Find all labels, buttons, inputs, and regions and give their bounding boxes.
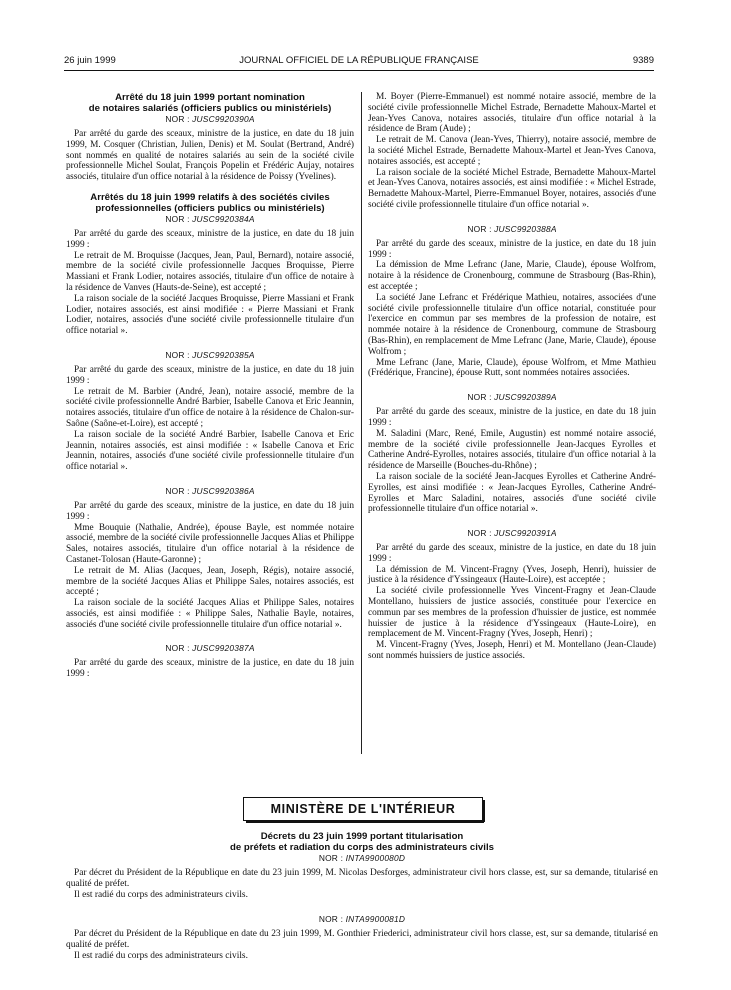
nor-reference: NOR : JUSC9920385A bbox=[165, 349, 255, 360]
page-header bbox=[64, 55, 654, 69]
paragraph: Par arrêté du garde des sceaux, ministre de la justice, en date du 18 juin 1999, M. Cosquer (Christian, Julien, Denis) et M. Soulat (Bertrand, André) sont nommés en qualité de notaires salariés au sein de la société civile professionnelle Michel Soulat, François Popelin et Frédéric Aujay, notaires associés, titulaire d'un office notarial à la résidence de Poissy (Yvelines). bbox=[66, 129, 354, 183]
nor-reference: NOR : JUSC9920389A bbox=[467, 392, 557, 403]
paragraph: M. Saladini (Marc, René, Emile, Augustin) est nommé notaire associé, membre de la société civile professionnelle Jean-Jacques Eyrolles et Catherine André-Eyrolles, notaires associés, titulaire d'un office notarial à la résidence de Marseille (Bouches-du-Rhône) ; bbox=[368, 428, 656, 472]
nor-reference: NOR : INTA9900081D bbox=[318, 914, 406, 924]
paragraph: Par arrêté du garde des sceaux, ministre de la justice, en date du 18 juin 1999 : bbox=[66, 500, 354, 522]
paragraph: La raison sociale de la société André Barbier, Isabelle Canova et Eric Jeannin, notaires associés, est ainsi modifiée : « Isabelle Canova et Eric Jeannin, notaires, associés d'une société civile professionnelle titulaire d'un office notarial ». bbox=[66, 429, 354, 473]
paragraph: Par arrêté du garde des sceaux, ministre de la justice, en date du 18 juin 1999 : bbox=[66, 364, 354, 386]
paragraph: La raison sociale de la société Michel Estrade, Bernadette Mahoux-Martel et Jean-Yves Canova, notaires associés, est ainsi modifiée : « Michel Estrade, Bernadette Mahoux-Martel, Pierre-Emmanuel Boyer, notaires, associés d'une société civile professionnelle titulaire d'un office notarial ». bbox=[368, 167, 656, 210]
paragraph: Le retrait de M. Barbier (André, Jean), notaire associé, membre de la société civile professionnelle André Barbier, Isabelle Canova et Eric Jeannin, notaires associés, titulaire d'un office de notaire à la résidence de Chalon-sur-Saône (Saône-et-Loire), est accepté ; bbox=[66, 386, 354, 429]
right-column bbox=[368, 92, 656, 662]
paragraph: Il est radié du corps des administrateurs civils. bbox=[74, 951, 248, 961]
paragraph: Le retrait de M. Broquisse (Jacques, Jean, Paul, Bernard), notaire associé, membre de la société civile professionnelle Jacques Broquisse, Pierre Massiani et Frank Lodier, notaires associés, titulaire d'un office de notaire à la résidence de Vanves (Hauts-de-Seine), est accepté ; bbox=[66, 250, 354, 293]
paragraph: La société civile professionnelle Yves Vincent-Fragny et Jean-Claude Montellano, huissiers de justice associés, constituée pour l'exercice en commun par ses membres de la profession d'huissier de justice, est nommée huissier de justice à la résidence d'Yssingeaux (Haute-Loire), en remplacement de M. Vincent-Fragny (Yves, Joseph, Henri) ; bbox=[368, 586, 656, 640]
header-page-number: 9389 bbox=[632, 55, 654, 66]
paragraph: Le retrait de M. Canova (Jean-Yves, Thierry), notaire associé, membre de la société Michel Estrade, Bernadette Mahoux-Martel et Jean-Yves Canova, notaires associés, est accepté ; bbox=[368, 135, 656, 167]
article-title: de notaires salariés (officiers publics ou ministériels) bbox=[88, 103, 332, 114]
paragraph: La raison sociale de la société Jacques Alias et Philippe Sales, notaires associés, est ainsi modifiée : « Philippe Sales, Nathalie Bayle, notaires, associés d'une société civile professionnelle titulaire d'un office notarial ». bbox=[66, 598, 354, 630]
paragraph: La société Jane Lefranc et Frédérique Mathieu, notaires, associées d'une société civile professionnelle titulaire d'un office notarial, constituée pour l'exercice en commun par ses membres de la profession de notaire, est nommée notaire à la résidence de Cronenbourg, commune de Strasbourg (Bas-Rhin), en remplacement de Mme Lefranc (Jane, Marie, Claude), épouse Wolfrom ; bbox=[368, 292, 656, 357]
paragraph: Il est radié du corps des administrateurs civils. bbox=[74, 890, 248, 900]
paragraph: Par arrêté du garde des sceaux, ministre de la justice, en date du 18 juin 1999 : bbox=[66, 658, 354, 680]
paragraph: M. Boyer (Pierre-Emmanuel) est nommé notaire associé, membre de la société civile professionnelle Michel Estrade, Bernadette Mahoux-Martel et Jean-Yves Canova, notaires associés, titulaire d'un office notarial à la résidence de Bram (Aude) ; bbox=[368, 92, 656, 135]
article-title: Décrets du 23 juin 1999 portant titularisation bbox=[260, 831, 464, 842]
nor-reference: NOR : JUSC9920388A bbox=[467, 223, 557, 234]
nor-reference: NOR : JUSC9920387A bbox=[165, 643, 255, 654]
nor-reference: NOR : JUSC9920390A bbox=[165, 114, 255, 124]
nor-reference: NOR : JUSC9920384A bbox=[165, 213, 255, 224]
nor-reference: NOR : JUSC9920386A bbox=[165, 485, 255, 496]
article-title: de préfets et radiation du corps des administrateurs civils bbox=[230, 842, 494, 853]
ministry-heading bbox=[243, 797, 483, 821]
paragraph: La raison sociale de la société Jacques Broquisse, Pierre Massiani et Frank Lodier, notaires associés, est ainsi modifiée : « Pierre Massiani et Frank Lodier, notaires, associés d'une société civile professionnelle titulaire d'un office notarial ». bbox=[66, 293, 354, 337]
column-divider bbox=[361, 92, 362, 754]
paragraph: Par arrêté du garde des sceaux, ministre de la justice, en date du 18 juin 1999 : bbox=[368, 238, 656, 260]
paragraph: Par arrêté du garde des sceaux, ministre de la justice, en date du 18 juin 1999 : bbox=[368, 407, 656, 428]
article-title: professionnelles (officiers publics ou ministériels) bbox=[95, 202, 325, 214]
nor-reference: NOR : INTA9900080D bbox=[318, 853, 406, 863]
nor-reference: NOR : JUSC9920391A bbox=[467, 528, 557, 539]
header-journal-title: JOURNAL OFFICIEL DE LA RÉPUBLIQUE FRANÇAISE bbox=[239, 55, 479, 66]
article-title: Arrêté du 18 juin 1999 portant nomination bbox=[115, 92, 305, 103]
paragraph: M. Vincent-Fragny (Yves, Joseph, Henri) et M. Montellano (Jean-Claude) sont nommés huissiers de justice associés. bbox=[368, 640, 656, 662]
left-column bbox=[66, 92, 354, 680]
paragraph: Par arrêté du garde des sceaux, ministre de la justice, en date du 18 juin 1999 : bbox=[368, 543, 656, 564]
paragraph: Mme Bouquie (Nathalie, Andrée), épouse Bayle, est nommée notaire associé, membre de la société civile professionnelle Jacques Alias et Philippe Sales, notaires associés, titulaire d'un office notarial à la résidence de Castanet-Tolosan (Haute-Garonne) ; bbox=[66, 522, 354, 565]
paragraph: Le retrait de M. Alias (Jacques, Jean, Joseph, Régis), notaire associé, membre de la société Jacques Alias et Philippe Sales, notaires associés, est accepté ; bbox=[66, 565, 354, 598]
ministry-heading-label: MINISTÈRE DE L'INTÉRIEUR bbox=[270, 802, 456, 816]
header-date: 26 juin 1999 bbox=[64, 55, 116, 66]
paragraph: Par décret du Président de la République en date du 23 juin 1999, M. Gonthier Friederici, administrateur civil hors classe, est, sur sa demande, titularisé en qualité de préfet. bbox=[66, 929, 658, 950]
header-rule bbox=[64, 70, 654, 71]
paragraph: La démission de Mme Lefranc (Jane, Marie, Claude), épouse Wolfrom, notaire à la résidence de Cronenbourg, commune de Strasbourg (Bas-Rhin), est acceptée ; bbox=[368, 260, 656, 292]
paragraph: La démission de M. Vincent-Fragny (Yves, Joseph, Henri), huissier de justice à la résidence d'Yssingeaux (Haute-Loire), est acceptée ; bbox=[368, 564, 656, 586]
article-title: Arrêtés du 18 juin 1999 relatifs à des sociétés civiles bbox=[90, 191, 330, 203]
paragraph: La raison sociale de la société Jean-Jacques Eyrolles et Catherine André-Eyrolles, est ainsi modifiée : « Jean-Jacques Eyrolles, Catherine André-Eyrolles et Marc Saladini, notaires, associés d'une société civile professionnelle titulaire d'un office notarial ». bbox=[368, 471, 656, 515]
paragraph: Par arrêté du garde des sceaux, ministre de la justice, en date du 18 juin 1999 : bbox=[66, 228, 354, 250]
decrees-section bbox=[66, 831, 658, 962]
paragraph: Par décret du Président de la République en date du 23 juin 1999, M. Nicolas Desforges, administrateur civil hors classe, est, sur sa demande, titularisé en qualité de préfet. bbox=[66, 868, 658, 889]
paragraph: Mme Lefranc (Jane, Marie, Claude), épouse Wolfrom, et Mme Mathieu (Frédérique, Francine), épouse Rutt, sont nommées notaires associées. bbox=[368, 357, 656, 379]
